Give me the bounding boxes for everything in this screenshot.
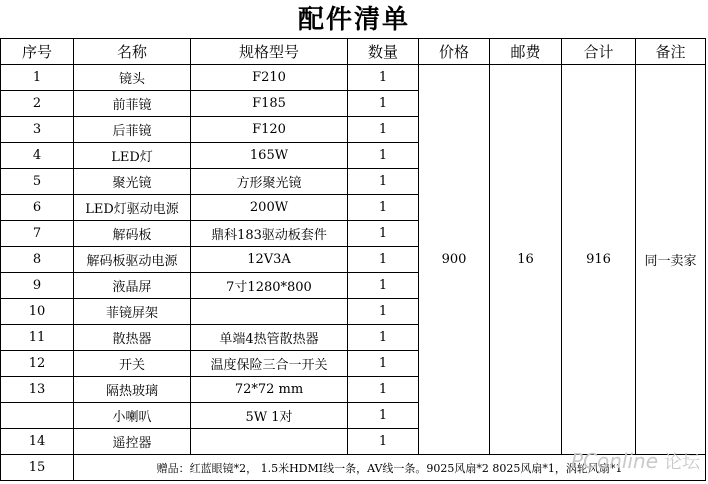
cell-qty: 1: [348, 429, 419, 455]
footer-seq: 15: [1, 455, 74, 481]
cell-name: 遥控器: [74, 429, 191, 455]
cell-name: 散热器: [74, 325, 191, 351]
cell-name: 解码板: [74, 221, 191, 247]
watermark: [571, 448, 700, 474]
header-total: 合计: [562, 39, 636, 65]
cell-spec: F185: [191, 91, 348, 117]
cell-qty: 1: [348, 221, 419, 247]
price-cell: 900: [419, 65, 490, 455]
cell-seq: 4: [1, 143, 74, 169]
total-cell: 916: [562, 65, 636, 455]
cell-seq: 9: [1, 273, 74, 299]
watermark-brand: PConline: [570, 449, 658, 473]
cell-spec: 7寸1280*800: [191, 273, 348, 299]
cell-name: 前菲镜: [74, 91, 191, 117]
cell-qty: 1: [348, 169, 419, 195]
header-seq: 序号: [1, 39, 74, 65]
cell-qty: 1: [348, 195, 419, 221]
cell-qty: 1: [348, 299, 419, 325]
cell-seq: 8: [1, 247, 74, 273]
cell-seq: 10: [1, 299, 74, 325]
cell-qty: 1: [348, 377, 419, 403]
cell-seq: [1, 403, 74, 429]
cell-name: 镜头: [74, 65, 191, 91]
header-postage: 邮费: [490, 39, 562, 65]
cell-seq: 11: [1, 325, 74, 351]
cell-name: 小喇叭: [74, 403, 191, 429]
cell-qty: 1: [348, 65, 419, 91]
cell-spec: F210: [191, 65, 348, 91]
cell-seq: 5: [1, 169, 74, 195]
cell-name: 菲镜屏架: [74, 299, 191, 325]
cell-name: 液晶屏: [74, 273, 191, 299]
cell-qty: 1: [348, 117, 419, 143]
cell-spec: 方形聚光镜: [191, 169, 348, 195]
cell-seq: 2: [1, 91, 74, 117]
cell-spec: 200W: [191, 195, 348, 221]
parts-table: [0, 38, 706, 481]
cell-spec: 12V3A: [191, 247, 348, 273]
cell-qty: 1: [348, 247, 419, 273]
cell-name: 聚光镜: [74, 169, 191, 195]
page-title: 配件清单: [297, 5, 410, 35]
cell-qty: 1: [348, 91, 419, 117]
cell-name: 解码板驱动电源: [74, 247, 191, 273]
cell-seq: 12: [1, 351, 74, 377]
header-qty: 数量: [348, 39, 419, 65]
cell-seq: 1: [1, 65, 74, 91]
note-cell: 同一卖家: [636, 65, 706, 455]
cell-seq: 13: [1, 377, 74, 403]
cell-qty: 1: [348, 143, 419, 169]
cell-name: 后菲镜: [74, 117, 191, 143]
cell-qty: 1: [348, 325, 419, 351]
gift-note: 赠品：红蓝眼镜*2， 1.5米HDMI线一条，AV线一条。9025风扇*2 8025风扇*1，涡轮风扇*1: [74, 455, 706, 481]
cell-seq: 3: [1, 117, 74, 143]
cell-spec: [191, 429, 348, 455]
cell-spec: [191, 299, 348, 325]
cell-name: LED灯驱动电源: [74, 195, 191, 221]
watermark-forum: 论坛: [664, 452, 700, 473]
cell-seq: 7: [1, 221, 74, 247]
cell-spec: 165W: [191, 143, 348, 169]
cell-spec: 鼎科183驱动板套件: [191, 221, 348, 247]
header-name: 名称: [74, 39, 191, 65]
header-row: [1, 39, 706, 65]
cell-spec: 72*72 mm: [191, 377, 348, 403]
cell-spec: 5W 1对: [191, 403, 348, 429]
cell-spec: F120: [191, 117, 348, 143]
cell-name: 隔热玻璃: [74, 377, 191, 403]
header-spec: 规格型号: [191, 39, 348, 65]
table-row: [1, 65, 706, 91]
cell-qty: 1: [348, 273, 419, 299]
cell-spec: 温度保险三合一开关: [191, 351, 348, 377]
cell-seq: 14: [1, 429, 74, 455]
header-price: 价格: [419, 39, 490, 65]
cell-name: LED灯: [74, 143, 191, 169]
cell-qty: 1: [348, 351, 419, 377]
postage-cell: 16: [490, 65, 562, 455]
cell-qty: 1: [348, 403, 419, 429]
cell-seq: 6: [1, 195, 74, 221]
cell-name: 开关: [74, 351, 191, 377]
header-note: 备注: [636, 39, 706, 65]
cell-spec: 单端4热管散热器: [191, 325, 348, 351]
